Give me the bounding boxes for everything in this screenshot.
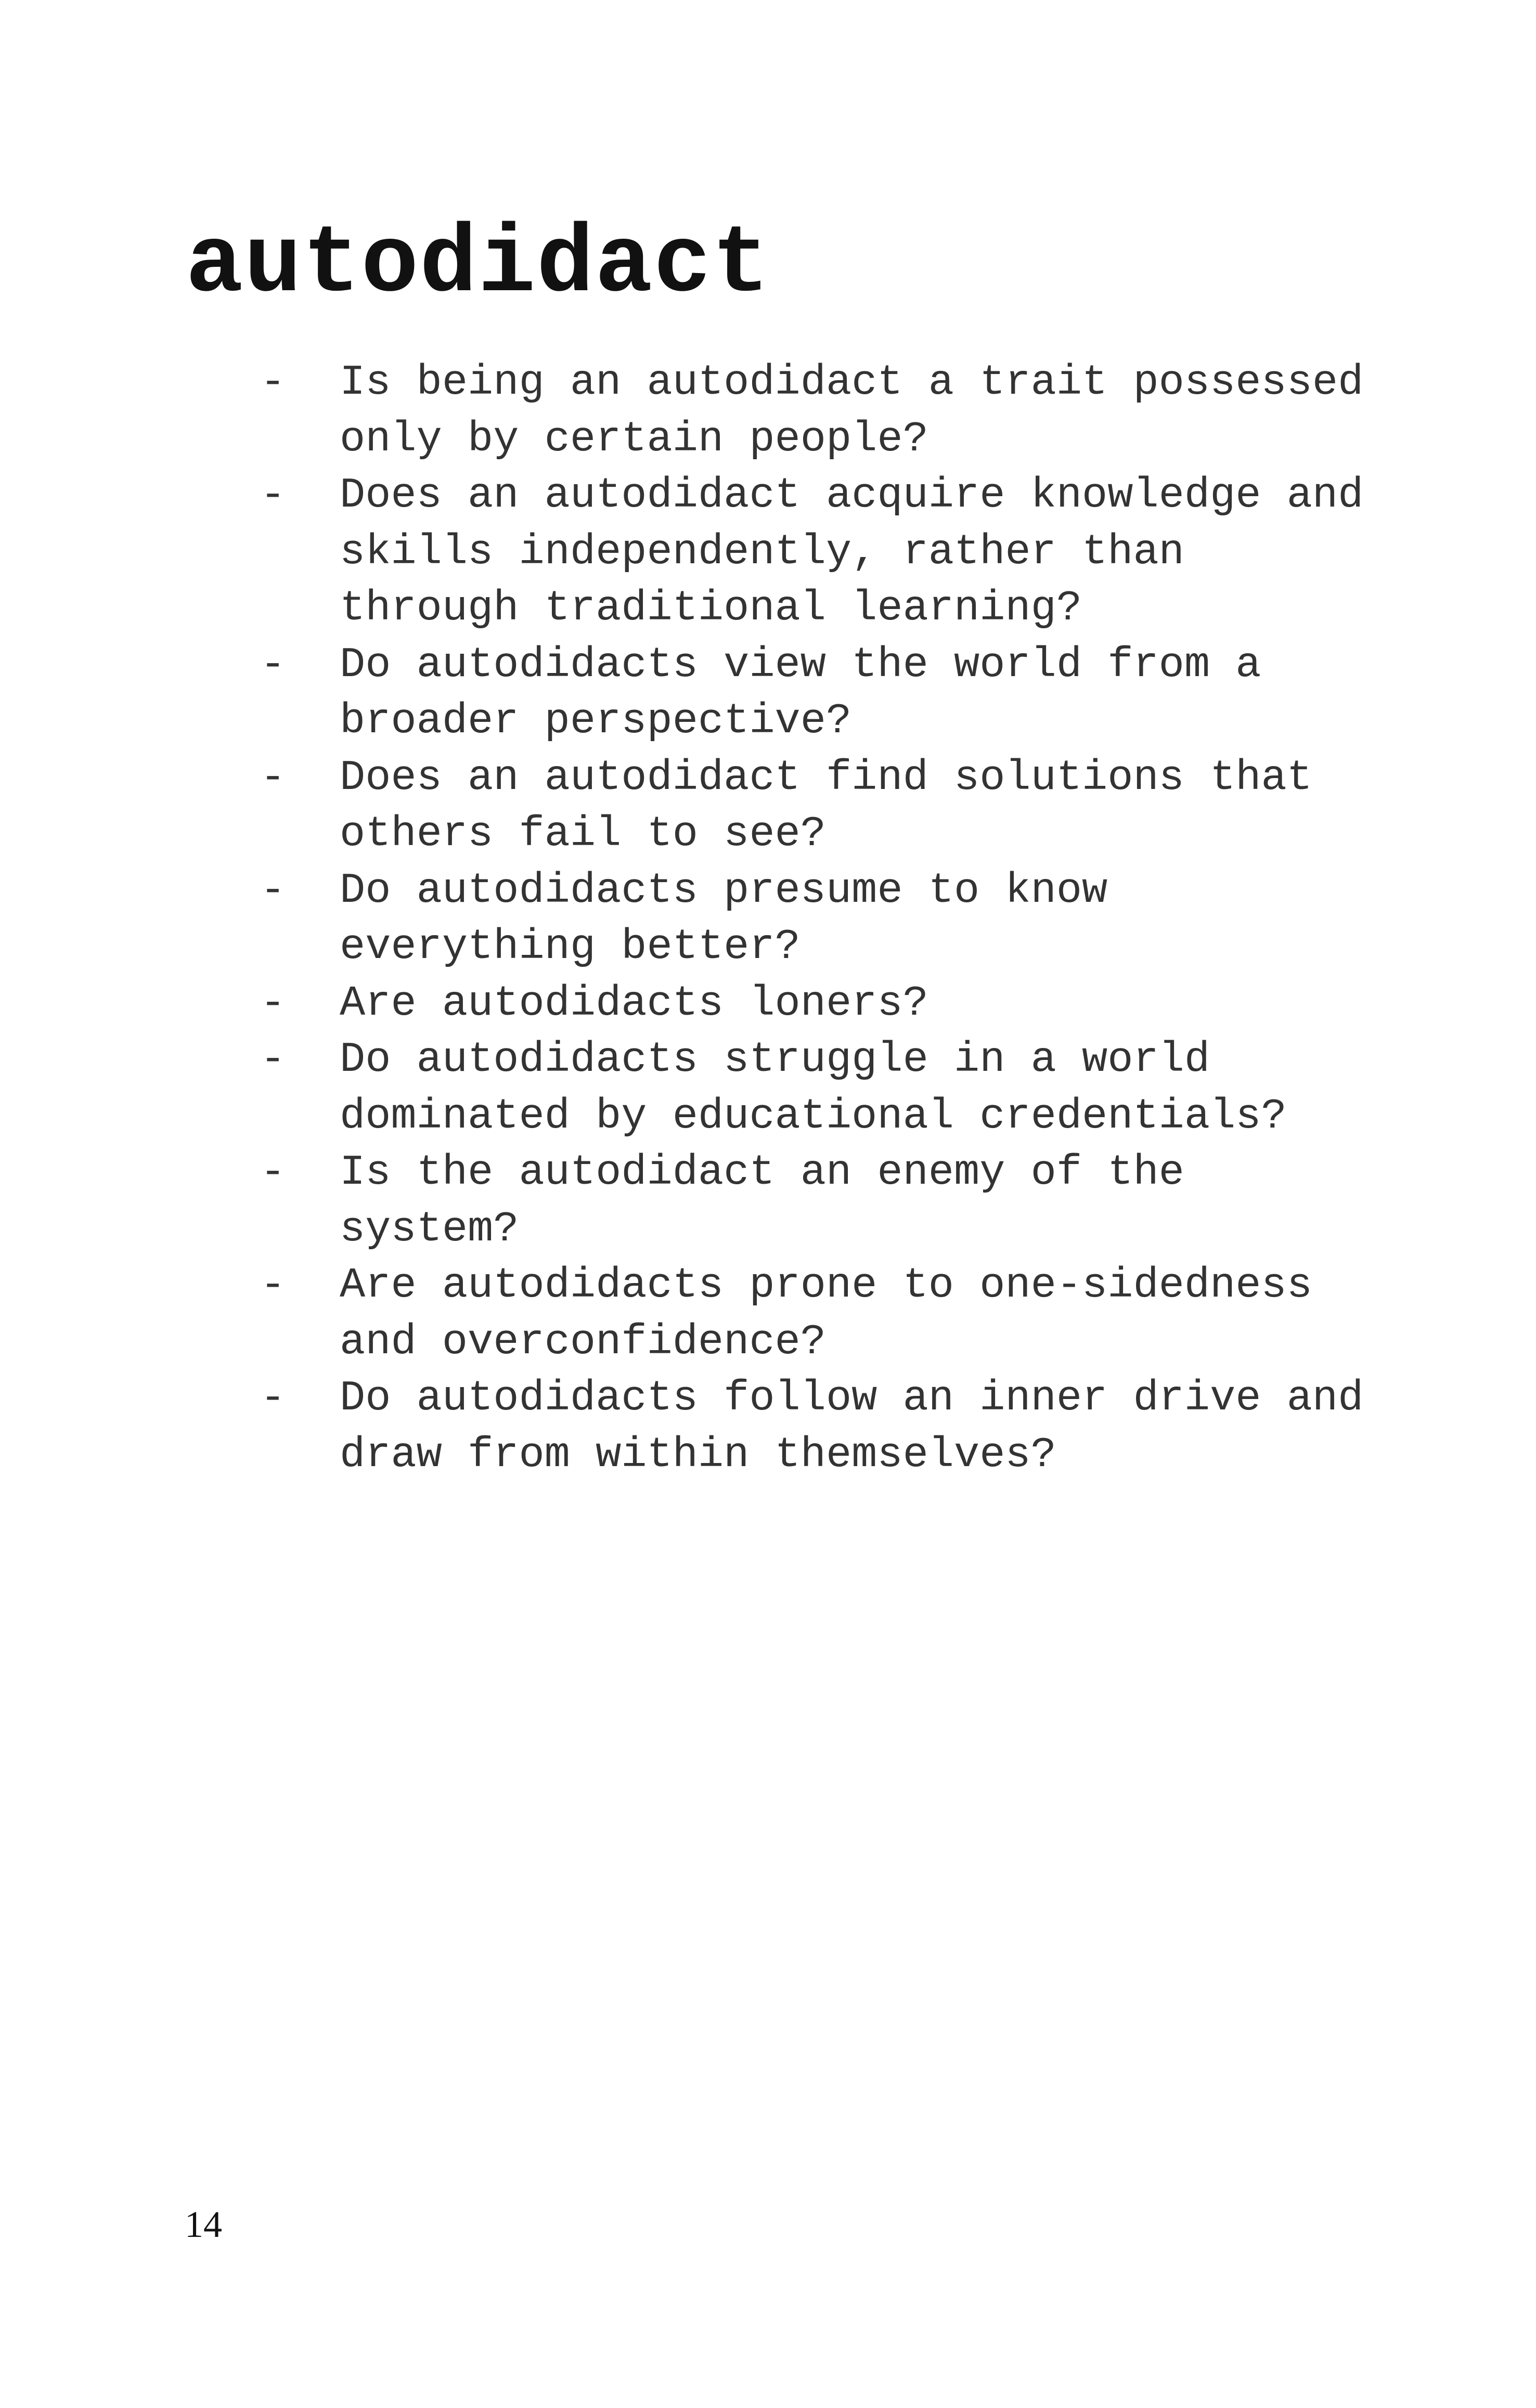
bullet-dash: - [260, 471, 286, 520]
question-list [260, 355, 1373, 1483]
question-text: Does an autodidact acquire knowledge and skills independently, rather than through traditional learning? [340, 471, 1364, 632]
list-item [260, 1258, 1373, 1370]
list-item [260, 863, 1373, 976]
bullet-dash: - [260, 1374, 286, 1422]
list-item [260, 468, 1373, 637]
bullet-dash: - [260, 1035, 286, 1084]
bullet-dash: - [260, 1261, 286, 1310]
question-text: Do autodidacts follow an inner drive and draw from within themselves? [340, 1374, 1364, 1479]
question-text: Is being an autodidact a trait possessed only by certain people? [340, 358, 1364, 463]
question-text: Do autodidacts presume to know everything better? [340, 866, 1108, 971]
page-title: autodidact [186, 211, 771, 319]
list-item [260, 1370, 1373, 1483]
bullet-dash: - [260, 979, 286, 1028]
question-text: Are autodidacts prone to one-sidedness and overconfidence? [340, 1261, 1312, 1366]
bullet-dash: - [260, 753, 286, 802]
bullet-dash: - [260, 1148, 286, 1197]
question-text: Is the autodidact an enemy of the system? [340, 1148, 1184, 1253]
list-item [260, 355, 1373, 468]
list-item [260, 1145, 1373, 1258]
list-item [260, 1032, 1373, 1145]
page-number: 14 [185, 2204, 222, 2245]
question-text: Do autodidacts struggle in a world dominated by educational credentials? [340, 1035, 1287, 1141]
bullet-dash: - [260, 866, 286, 915]
question-text: Are autodidacts loners? [340, 979, 928, 1028]
question-text: Do autodidacts view the world from a broader perspective? [340, 640, 1261, 745]
bullet-dash: - [260, 640, 286, 689]
list-item [260, 637, 1373, 750]
list-item [260, 976, 1373, 1032]
question-text: Does an autodidact find solutions that others fail to see? [340, 753, 1312, 858]
bullet-dash: - [260, 358, 286, 407]
list-item [260, 750, 1373, 863]
